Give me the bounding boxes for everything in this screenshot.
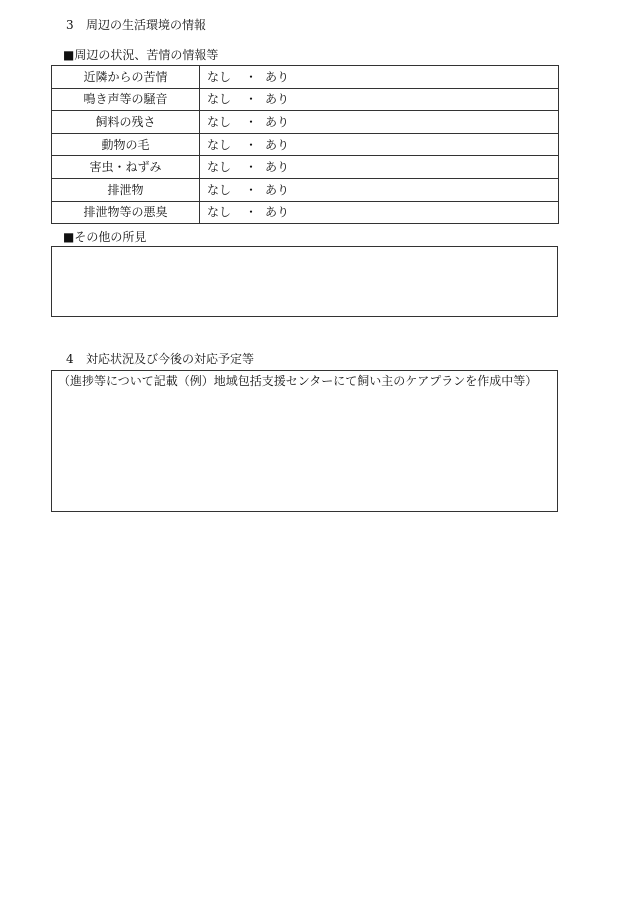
option-separator: ・ <box>245 92 258 107</box>
option-none[interactable]: なし <box>207 137 232 152</box>
other-findings-box[interactable] <box>51 246 558 317</box>
option-separator: ・ <box>245 205 258 220</box>
surroundings-table <box>51 65 559 224</box>
option-separator: ・ <box>245 182 258 197</box>
surroundings-row <box>52 178 559 201</box>
row-options <box>200 66 559 89</box>
option-none[interactable]: なし <box>207 69 232 84</box>
option-yes[interactable]: あり <box>265 114 290 129</box>
row-options <box>200 201 559 224</box>
option-none[interactable]: なし <box>207 160 232 175</box>
surroundings-row <box>52 66 559 89</box>
surroundings-row <box>52 156 559 179</box>
option-yes[interactable]: あり <box>265 182 290 197</box>
option-separator: ・ <box>245 160 258 175</box>
row-options <box>200 88 559 111</box>
option-none[interactable]: なし <box>207 114 232 129</box>
option-separator: ・ <box>245 137 258 152</box>
surroundings-row <box>52 133 559 156</box>
row-options <box>200 156 559 179</box>
other-findings-heading: ■その他の所見 <box>63 230 147 244</box>
section-3-heading <box>66 18 206 32</box>
section-3-title: 周辺の生活環境の情報 <box>86 18 207 32</box>
row-label: 近隣からの苦情 <box>52 66 200 89</box>
option-separator: ・ <box>245 114 258 129</box>
option-separator: ・ <box>245 69 258 84</box>
surroundings-row <box>52 201 559 224</box>
surroundings-row <box>52 111 559 134</box>
option-none[interactable]: なし <box>207 205 232 220</box>
row-label: 排泄物 <box>52 178 200 201</box>
option-yes[interactable]: あり <box>265 137 290 152</box>
option-none[interactable]: なし <box>207 92 232 107</box>
row-label: 排泄物等の悪臭 <box>52 201 200 224</box>
response-status-box[interactable] <box>51 370 558 512</box>
option-yes[interactable]: あり <box>265 69 290 84</box>
surroundings-heading: ■周辺の状況、苦情の情報等 <box>63 48 219 62</box>
section-4-number: 4 <box>66 352 74 366</box>
row-label: 鳴き声等の騒音 <box>52 88 200 111</box>
row-options <box>200 178 559 201</box>
option-yes[interactable]: あり <box>265 160 290 175</box>
row-options <box>200 111 559 134</box>
row-label: 害虫・ねずみ <box>52 156 200 179</box>
response-status-note: （進捗等について記載（例）地域包括支援センターにて飼い主のケアプランを作成中等） <box>58 374 538 388</box>
row-options <box>200 133 559 156</box>
section-3-number: 3 <box>66 18 74 32</box>
surroundings-row <box>52 88 559 111</box>
section-4-title: 対応状況及び今後の対応予定等 <box>86 352 255 366</box>
row-label: 動物の毛 <box>52 133 200 156</box>
option-yes[interactable]: あり <box>265 205 290 220</box>
section-4-heading <box>66 352 254 366</box>
option-yes[interactable]: あり <box>265 92 290 107</box>
option-none[interactable]: なし <box>207 182 232 197</box>
row-label: 飼料の残さ <box>52 111 200 134</box>
